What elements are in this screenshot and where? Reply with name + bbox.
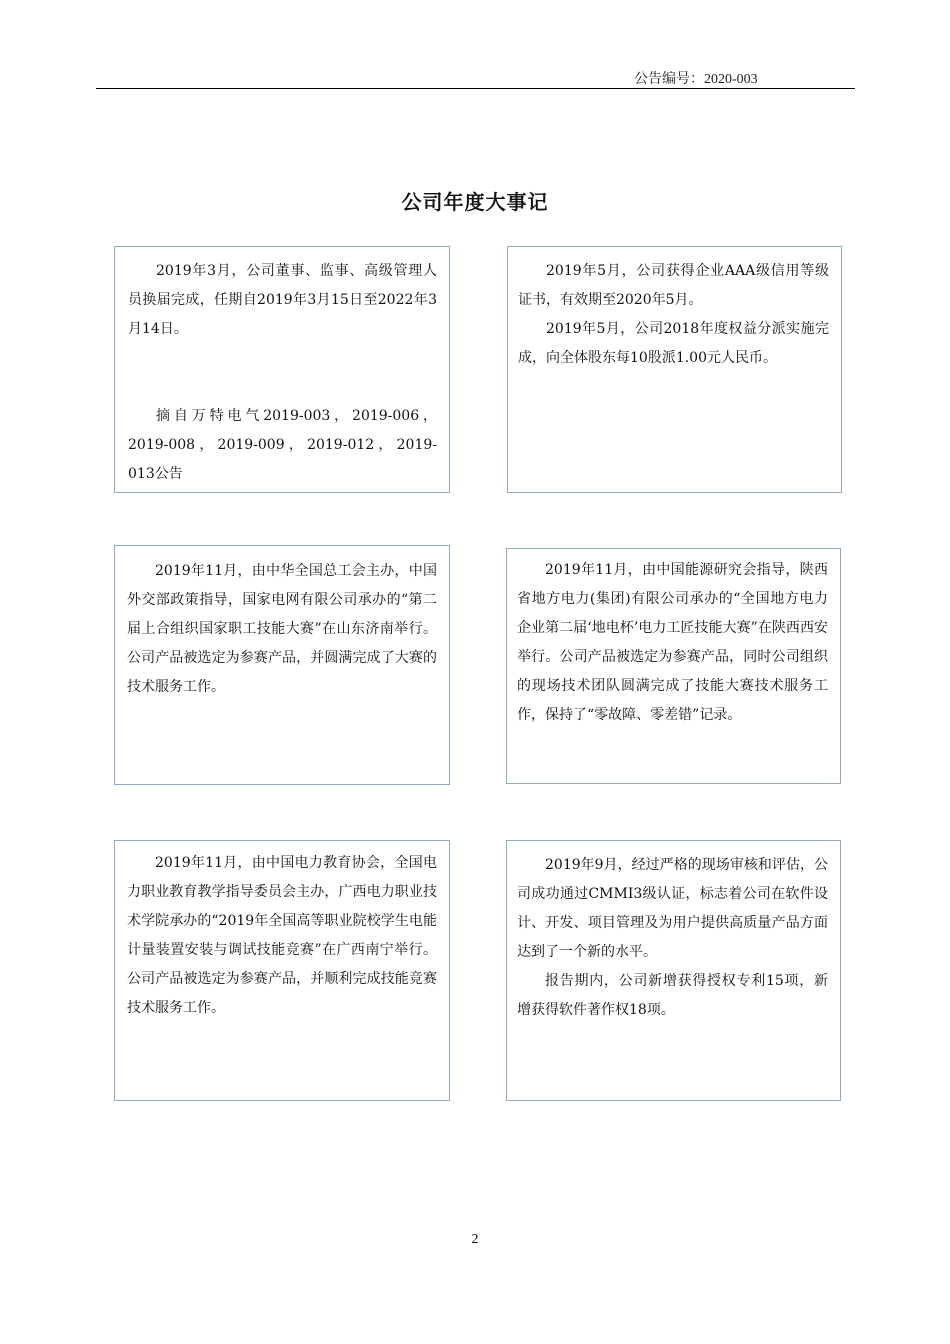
event-box-didian-cup-contest xyxy=(506,548,841,784)
event-box-credit-dividend xyxy=(507,246,842,493)
event-box-cmmi-patents xyxy=(506,840,841,1101)
event-box-vocational-contest xyxy=(114,840,450,1101)
page-number: 2 xyxy=(471,1232,479,1247)
event-paragraph: 2019年11月，由中国电力教育协会，全国电力职业教育教学指导委员会主办，广西电力职业技术学院承办的“2019年全国高等职业院校学生电能计量装置安装与调试技能竞赛”在广西南宁举行。公司产品被选定为参赛产品，并顺利完成技能竞赛技术服务工作。 xyxy=(127,855,437,1016)
page-title: 公司年度大事记 xyxy=(401,190,549,214)
event-paragraph: 2019年5月，公司2018年度权益分派实施完成，向全体股东每10股派1.00元人民币。 xyxy=(518,321,829,366)
event-paragraph: 报告期内，公司新增获得授权专利15项，新增获得软件著作权18项。 xyxy=(517,973,828,1018)
event-paragraph: 2019年11月，由中华全国总工会主办，中国外交部政策指导，国家电网有限公司承办的“第二届上合组织国家职工技能大赛”在山东济南举行。公司产品被选定为参赛产品，并圆满完成了大赛的技术服务工作。 xyxy=(127,563,437,695)
event-paragraph: 2019年3月，公司董事、监事、高级管理人员换届完成，任期自2019年3月15日至2022年3月14日。 xyxy=(128,263,437,337)
announcement-number: 公告编号：2020-003 xyxy=(634,72,758,87)
event-paragraph: 2019年9月，经过严格的现场审核和评估，公司成功通过CMMI3级认证，标志着公司在软件设计、开发、项目管理及为用户提供高质量产品方面达到了一个新的水平。 xyxy=(517,857,828,960)
event-box-sco-skills-contest xyxy=(114,545,450,785)
event-paragraph: 2019年11月，由中国能源研究会指导，陕西省地方电力(集团)有限公司承办的“全国地方电力企业第二届‘地电杯’电力工匠技能大赛”在陕西西安举行。公司产品被选定为参赛产品，同时公司组织的现场技术团队圆满完成了技能大赛技术服务工作，保持了“零故障、零差错”记录。 xyxy=(517,562,828,723)
event-paragraph: 2019年5月，公司获得企业AAA级信用等级证书，有效期至2020年5月。 xyxy=(518,263,829,308)
header-divider xyxy=(96,88,855,89)
event-source-note: 摘自万特电气2019-003，2019-006，2019-008，2019-009，2019-012，2019-013公告 xyxy=(128,408,437,482)
event-box-board-reelection xyxy=(114,246,450,493)
